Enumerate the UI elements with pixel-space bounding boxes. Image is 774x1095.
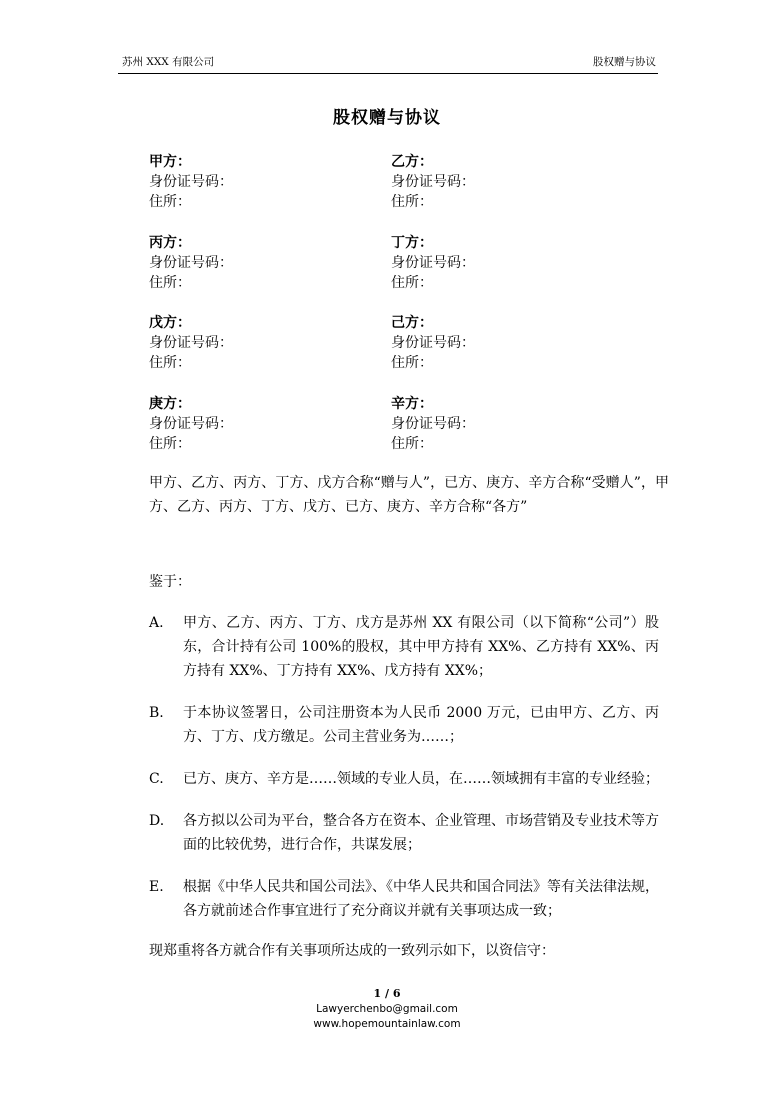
- header-rule: [118, 73, 658, 74]
- party-block: [391, 152, 633, 233]
- address-label: 住所：: [391, 194, 433, 210]
- party-block: [391, 394, 633, 475]
- recital-item: [149, 875, 669, 923]
- recital-label: E.: [149, 879, 164, 895]
- address-label: 住所：: [391, 435, 433, 452]
- footer-website: www.hopemountainlaw.com: [313, 1018, 461, 1030]
- recital-item: [149, 809, 669, 857]
- address-label: 住所：: [149, 194, 191, 210]
- id-number-label: 身份证号码：: [391, 254, 475, 271]
- party-name: 丁方：: [391, 234, 433, 251]
- party-row: [149, 152, 669, 233]
- recital-label: B.: [149, 705, 164, 721]
- id-number-label: 身份证号码：: [391, 335, 475, 351]
- address-label: 住所：: [149, 355, 191, 371]
- header-doc-title: 股权赠与协议: [593, 56, 656, 68]
- party-row: [149, 394, 669, 475]
- recitals-list: [149, 611, 669, 941]
- address-label: 住所：: [391, 355, 433, 371]
- party-name: 甲方：: [149, 154, 191, 170]
- recital-text: 根据《中华人民共和国公司法》、《中华人民共和国合同法》等有关法律法规，各方就前述合作事宜进行了充分商议并就有关事项达成一致；: [183, 879, 659, 919]
- recital-label: C.: [149, 771, 164, 787]
- recital-text: 已方、庚方、辛方是……领域的专业人员，在……领域拥有丰富的专业经验；: [183, 771, 659, 787]
- footer-email: Lawyerchenbo@gmail.com: [316, 1003, 458, 1015]
- party-row: [149, 313, 669, 394]
- recital-text: 甲方、乙方、丙方、丁方、戊方是苏州 XX 有限公司（以下简称“公司”）股东，合计持有公司 100%的股权，其中甲方持有 XX%、乙方持有 XX%、丙方持有 XX%、丁方持有 XX%、戊方持有 XX%；: [183, 615, 659, 679]
- party-block: [391, 313, 633, 394]
- recital-item: [149, 767, 669, 791]
- recital-text: 各方拟以公司为平台，整合各方在资本、企业管理、市场营销及专业技术等方面的比较优势，进行合作，共谋发展；: [183, 813, 659, 853]
- page-number: 1 / 6: [373, 987, 401, 1000]
- id-number-label: 身份证号码：: [149, 254, 233, 271]
- party-row: [149, 233, 669, 314]
- id-number-label: 身份证号码：: [391, 415, 475, 432]
- header-company: 苏州 XXX 有限公司: [122, 56, 215, 68]
- party-block: [391, 233, 633, 314]
- recital-label: A.: [149, 615, 164, 631]
- party-name: 乙方：: [391, 154, 433, 170]
- recital-item: [149, 611, 669, 683]
- party-block: [149, 394, 391, 475]
- id-number-label: 身份证号码：: [149, 335, 233, 351]
- parties-summary: 甲方、乙方、丙方、丁方、戊方合称“赠与人”，已方、庚方、辛方合称“受赠人”，甲方、乙方、丙方、丁方、戊方、已方、庚方、辛方合称“各方”: [149, 475, 669, 515]
- document-title: 股权赠与协议: [333, 108, 441, 128]
- recital-text: 于本协议签署日，公司注册资本为人民币 2000 万元，已由甲方、乙方、丙方、丁方、戊方缴足。公司主营业务为……；: [183, 705, 659, 745]
- party-name: 戊方：: [149, 315, 191, 331]
- party-block: [149, 313, 391, 394]
- party-name: 丙方：: [149, 234, 191, 251]
- address-label: 住所：: [391, 274, 433, 291]
- party-name: 辛方：: [391, 395, 433, 412]
- id-number-label: 身份证号码：: [149, 415, 233, 432]
- party-name: 己方：: [391, 315, 433, 331]
- recital-label: D.: [149, 813, 165, 829]
- party-block: [149, 233, 391, 314]
- recital-item: [149, 701, 669, 749]
- party-block: [149, 152, 391, 233]
- id-number-label: 身份证号码：: [391, 174, 475, 190]
- id-number-label: 身份证号码：: [149, 174, 233, 190]
- party-name: 庚方：: [149, 395, 191, 412]
- parties-block: [149, 152, 669, 474]
- address-label: 住所：: [149, 274, 191, 291]
- address-label: 住所：: [149, 435, 191, 452]
- whereas-heading: 鉴于：: [149, 574, 191, 590]
- closing-statement: 现郑重将各方就合作有关事项所达成的一致列示如下，以资信守：: [149, 943, 555, 959]
